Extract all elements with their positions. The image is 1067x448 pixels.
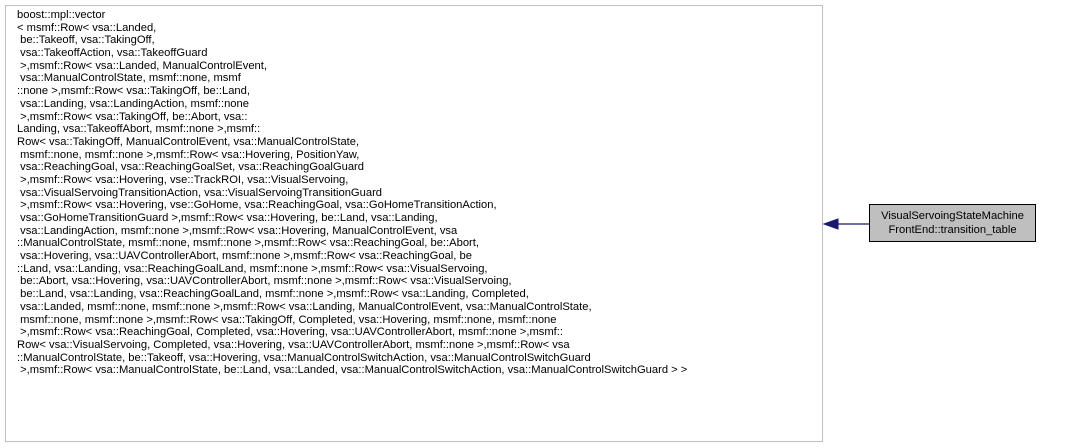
base-class-line: vsa::TakeoffAction, vsa::TakeoffGuard [17, 47, 208, 60]
base-class-line: Row< vsa::TakingOff, ManualControlEvent, vsa::ManualControlState, [17, 135, 360, 148]
base-class-line: vsa::Hovering, vsa::UAVControllerAbort, msmf::none >,msmf::Row< vsa::ReachingGoal, be [17, 250, 472, 263]
base-class-line: >,msmf::Row< vsa::Landed, ManualControlEvent, [17, 59, 267, 72]
base-class-line: vsa::ManualControlState, msmf::none, msmf [17, 72, 241, 85]
base-class-line: vsa::Landed, msmf::none, msmf::none >,msmf::Row< vsa::Landing, ManualControlEvent, vsa::ManualControlState, [17, 300, 592, 313]
base-class-line: vsa::VisualServoingTransitionAction, vsa::VisualServoingTransitionGuard [17, 186, 383, 199]
base-class-line: vsa::ReachingGoal, vsa::ReachingGoalSet, vsa::ReachingGoalGuard [17, 161, 365, 174]
base-class-line: ::ManualControlState, msmf::none, msmf::none >,msmf::Row< vsa::ReachingGoal, be::Abort, [17, 237, 479, 250]
derived-class-name-line-2: FrontEnd::transition_table [888, 224, 1017, 236]
base-class-line: ::none >,msmf::Row< vsa::TakingOff, be::Land, [17, 85, 250, 98]
base-class-line: >,msmf::Row< vsa::Hovering, vse::GoHome, vsa::ReachingGoal, vsa::GoHomeTransitionAction, [17, 199, 497, 212]
base-class-line: >,msmf::Row< vsa::ManualControlState, be::Land, vsa::Landed, vsa::ManualControlSwitchAction, vsa::ManualControlSwitchGuard > > [17, 364, 688, 377]
base-class-line: >,msmf::Row< vsa::ReachingGoal, Completed, vsa::Hovering, vsa::UAVControllerAbort, msmf::none >,msmf:: [17, 326, 564, 339]
base-class-line: vsa::Landing, vsa::LandingAction, msmf::none [17, 97, 249, 110]
base-class-line: ::Land, vsa::Landing, vsa::ReachingGoalLand, msmf::none >,msmf::Row< vsa::VisualServoing, [17, 262, 488, 275]
base-class-line: msmf::none, msmf::none >,msmf::Row< vsa::TakingOff, Completed, vsa::Hovering, msmf::none, msmf::none [17, 313, 557, 326]
base-class-line: >,msmf::Row< vsa::TakingOff, be::Abort, vsa:: [17, 110, 248, 123]
base-class-line: Landing, vsa::TakeoffAbort, msmf::none >,msmf:: [17, 123, 261, 136]
inheritance-arrowhead [824, 219, 838, 229]
base-class-line: < msmf::Row< vsa::Landed, [17, 21, 157, 34]
base-class-line: be::Abort, vsa::Hovering, vsa::UAVControllerAbort, msmf::none >,msmf::Row< vsa::VisualServoing, [17, 275, 512, 288]
base-class-line: be::Land, vsa::Landing, vsa::ReachingGoalLand, msmf::none >,msmf::Row< vsa::Landing, Completed, [17, 288, 529, 301]
base-class-line: vsa::GoHomeTransitionGuard >,msmf::Row< vsa::Hovering, be::Land, vsa::Landing, [17, 212, 438, 224]
base-class-line: Row< vsa::VisualServoing, Completed, vsa::Hovering, vsa::UAVControllerAbort, msmf::none >,msmf::Row< vsa [17, 338, 570, 351]
derived-class-name-line-1: VisualServoingStateMachine [881, 210, 1024, 222]
base-class-line: >,msmf::Row< vsa::Hovering, vse::TrackROI, vsa::VisualServoing, [17, 173, 349, 186]
base-class-line: msmf::none, msmf::none >,msmf::Row< vsa::Hovering, PositionYaw, [17, 148, 360, 161]
base-class-line: ::ManualControlState, be::Takeoff, vsa::Hovering, vsa::ManualControlSwitchAction, vsa::ManualControlSwitchGuard [17, 351, 591, 364]
base-class-line: be::Takeoff, vsa::TakingOff, [17, 34, 155, 47]
base-class-line: boost::mpl::vector [17, 9, 106, 21]
base-class-line: vsa::LandingAction, msmf::none >,msmf::Row< vsa::Hovering, ManualControlEvent, vsa [17, 224, 458, 237]
